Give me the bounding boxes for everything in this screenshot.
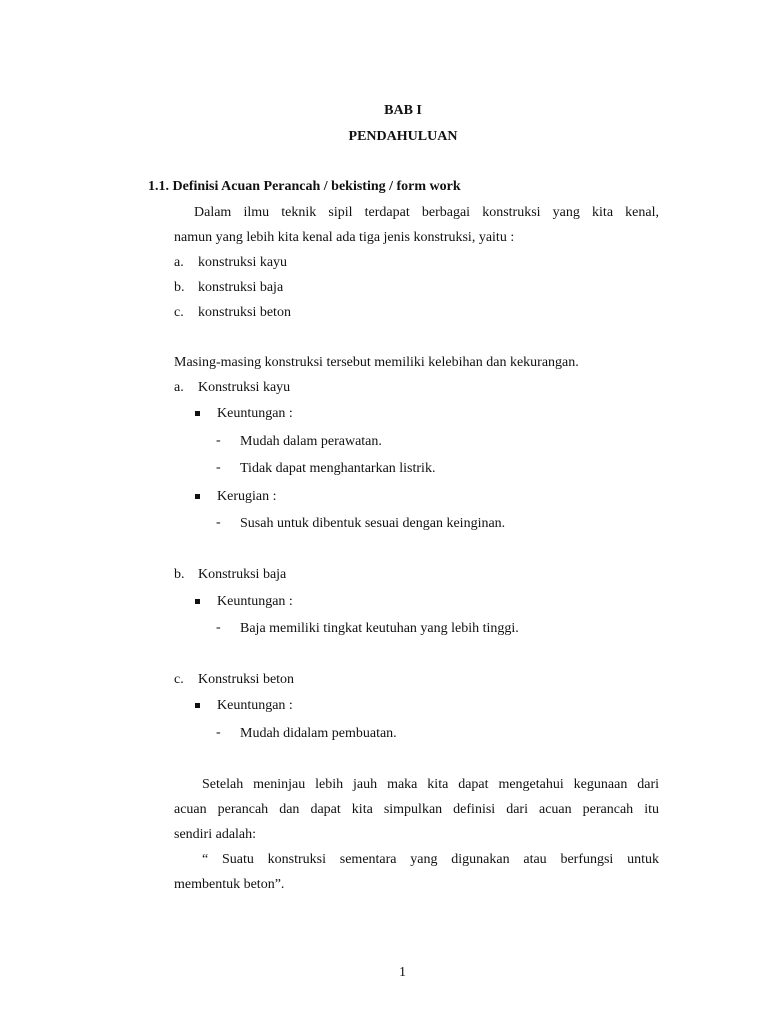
kerugian-label: Kerugian : [217, 489, 277, 504]
group-title: Konstruksi baja [198, 567, 287, 582]
dash-marker: - [216, 620, 221, 635]
dash-marker: - [216, 515, 221, 530]
conclusion-line-1 [202, 777, 659, 793]
group-title: Konstruksi beton [198, 672, 295, 687]
definition-line-2: membentuk beton”. [174, 877, 285, 892]
definition-line-1 [202, 852, 659, 868]
list-marker: c. [174, 305, 184, 320]
conclusion-text-2: acuan perancah dan dapat kita simpulkan definisi dari acuan perancah itu [174, 802, 659, 817]
bullet-square [195, 411, 200, 416]
intro-paragraph-line-2: namun yang lebih kita kenal ada tiga jenis konstruksi, yaitu : [174, 230, 515, 245]
sub-item: Baja memiliki tingkat keutuhan yang lebih tinggi. [240, 621, 519, 636]
definition-text-1: “ Suatu konstruksi sementara yang digunakan atau berfungsi untuk [202, 852, 659, 867]
intro-text-1: Dalam ilmu teknik sipil terdapat berbagai konstruksi yang kita kenal, [194, 205, 659, 220]
list-marker: a. [174, 255, 184, 270]
keuntungan-label: Keuntungan : [217, 406, 293, 421]
sub-item: Susah untuk dibentuk sesuai dengan keinginan. [240, 516, 506, 531]
sub-item: Mudah dalam perawatan. [240, 434, 382, 449]
bullet-square [195, 494, 200, 499]
dash-marker: - [216, 725, 221, 740]
chapter-number: BAB I [384, 103, 422, 118]
conclusion-line-3: sendiri adalah: [174, 827, 257, 842]
bullet-square [195, 703, 200, 708]
group-title: Konstruksi kayu [198, 380, 291, 395]
list-text: konstruksi beton [198, 305, 291, 320]
list-marker: a. [174, 380, 184, 395]
bullet-square [195, 599, 200, 604]
list-marker: c. [174, 672, 184, 687]
conclusion-text-1: Setelah meninjau lebih jauh maka kita dapat mengetahui kegunaan dari [202, 777, 659, 792]
sub-item: Tidak dapat menghantarkan listrik. [240, 461, 436, 476]
dash-marker: - [216, 433, 221, 448]
list-text: konstruksi baja [198, 280, 284, 295]
intro-paragraph-line-1 [194, 205, 659, 221]
chapter-title: PENDAHULUAN [348, 129, 458, 144]
comparison-intro: Masing-masing konstruksi tersebut memiliki kelebihan dan kekurangan. [174, 355, 579, 370]
list-marker: b. [174, 567, 185, 582]
list-marker: b. [174, 280, 185, 295]
conclusion-line-2 [174, 802, 659, 818]
dash-marker: - [216, 460, 221, 475]
page-number: 1 [399, 965, 406, 980]
sub-item: Mudah didalam pembuatan. [240, 726, 397, 741]
section-heading: 1.1. Definisi Acuan Perancah / bekisting / form work [148, 179, 461, 194]
keuntungan-label: Keuntungan : [217, 594, 293, 609]
keuntungan-label: Keuntungan : [217, 698, 293, 713]
list-text: konstruksi kayu [198, 255, 288, 270]
